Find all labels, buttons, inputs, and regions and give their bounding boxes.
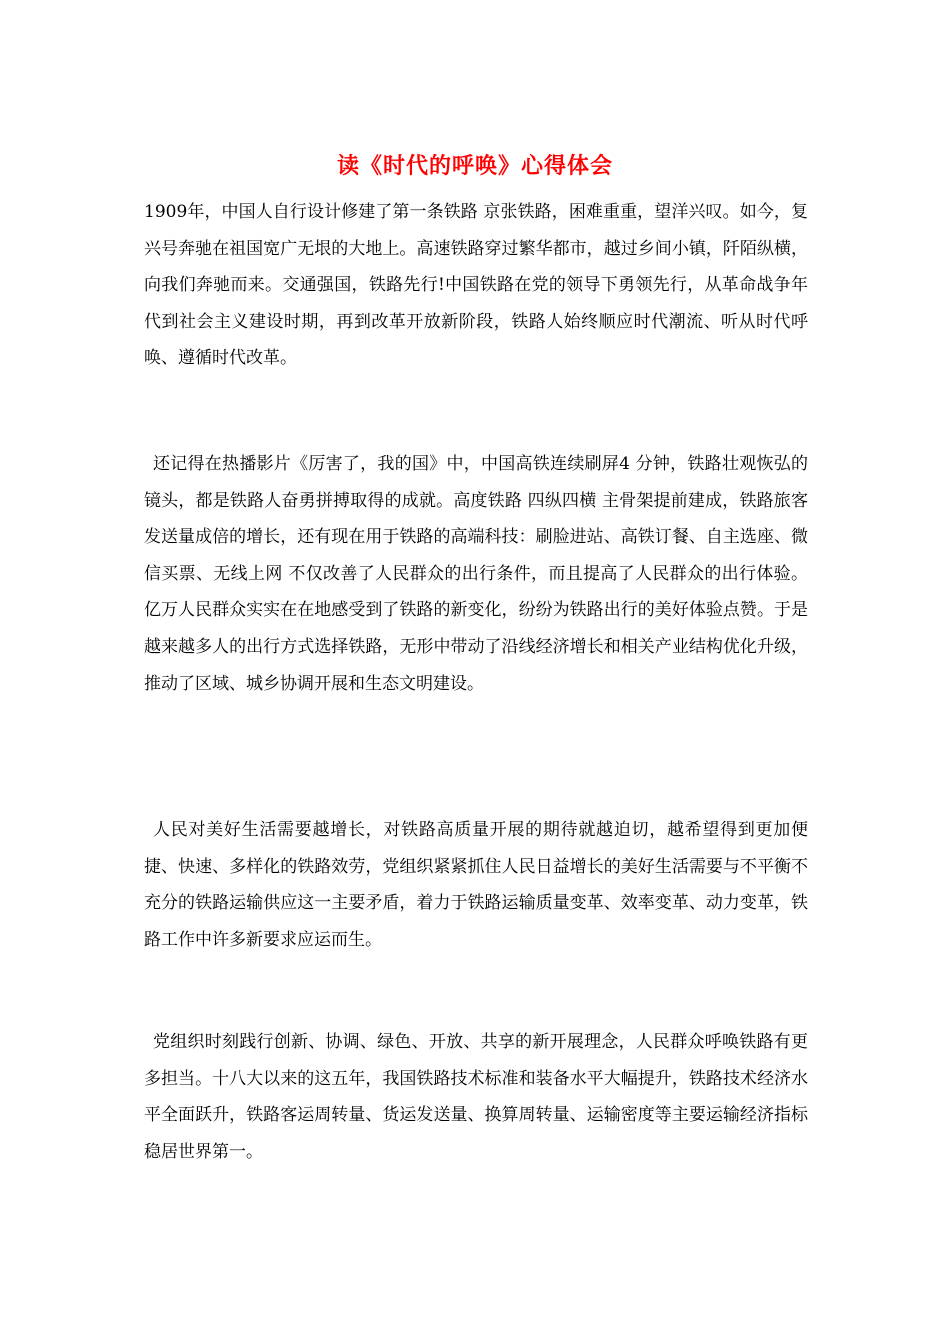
paragraph-2: 还记得在热播影片《厉害了，我的国》中，中国高铁连续刷屏4 分钟，铁路壮观恢弘的镜头，都是铁路人奋勇拼搏取得的成就。高度铁路 四纵四横 主骨架提前建成，铁路旅客发送量成倍的增长，还有现在用于铁路的高端科技：刷脸进站、高铁订餐、自主选座、微信买票、无线上网 不仅改善了人民群众的出行条件，而且提高了人民群众的出行体验。亿万人民群众实实在在地感受到了铁路的新变化，纷纷为铁路出行的美好体验点赞。于是越来越多人的出行方式选择铁路，无形中带动了沿线经济增长和相关产业结构优化升级，推动了区域、城乡协调开展和生态文明建设。 xyxy=(144,454,808,694)
paragraph-1: 1909年，中国人自行设计修建了第一条铁路 京张铁路，困难重重，望洋兴叹。如今，复兴号奔驰在祖国宽广无垠的大地上。高速铁路穿过繁华都市，越过乡间小镇，阡陌纵横，向我们奔驰而来。交通强国，铁路先行!中国铁路在党的领导下勇领先行，从革命战争年代到社会主义建设时期，再到改革开放新阶段，铁路人始终顺应时代潮流、听从时代呼唤、遵循时代改革。 xyxy=(144,202,808,369)
document-title: 读《时代的呼唤》心得体会 xyxy=(336,153,613,179)
paragraph-4: 党组织时刻践行创新、协调、绿色、开放、共享的新开展理念，人民群众呼唤铁路有更多担当。十八大以来的这五年，我国铁路技术标准和装备水平大幅提升，铁路技术经济水平全面跃升，铁路客运周转量、货运发送量、换算周转量、运输密度等主要运输经济指标稳居世界第一。 xyxy=(144,1032,808,1162)
paragraph-3: 人民对美好生活需要越增长，对铁路高质量开展的期待就越迫切，越希望得到更加便捷、快速、多样化的铁路效劳，党组织紧紧抓住人民日益增长的美好生活需要与不平衡不充分的铁路运输供应这一主要矛盾，着力于铁路运输质量变革、效率变革、动力变革，铁路工作中许多新要求应运而生。 xyxy=(144,820,808,950)
